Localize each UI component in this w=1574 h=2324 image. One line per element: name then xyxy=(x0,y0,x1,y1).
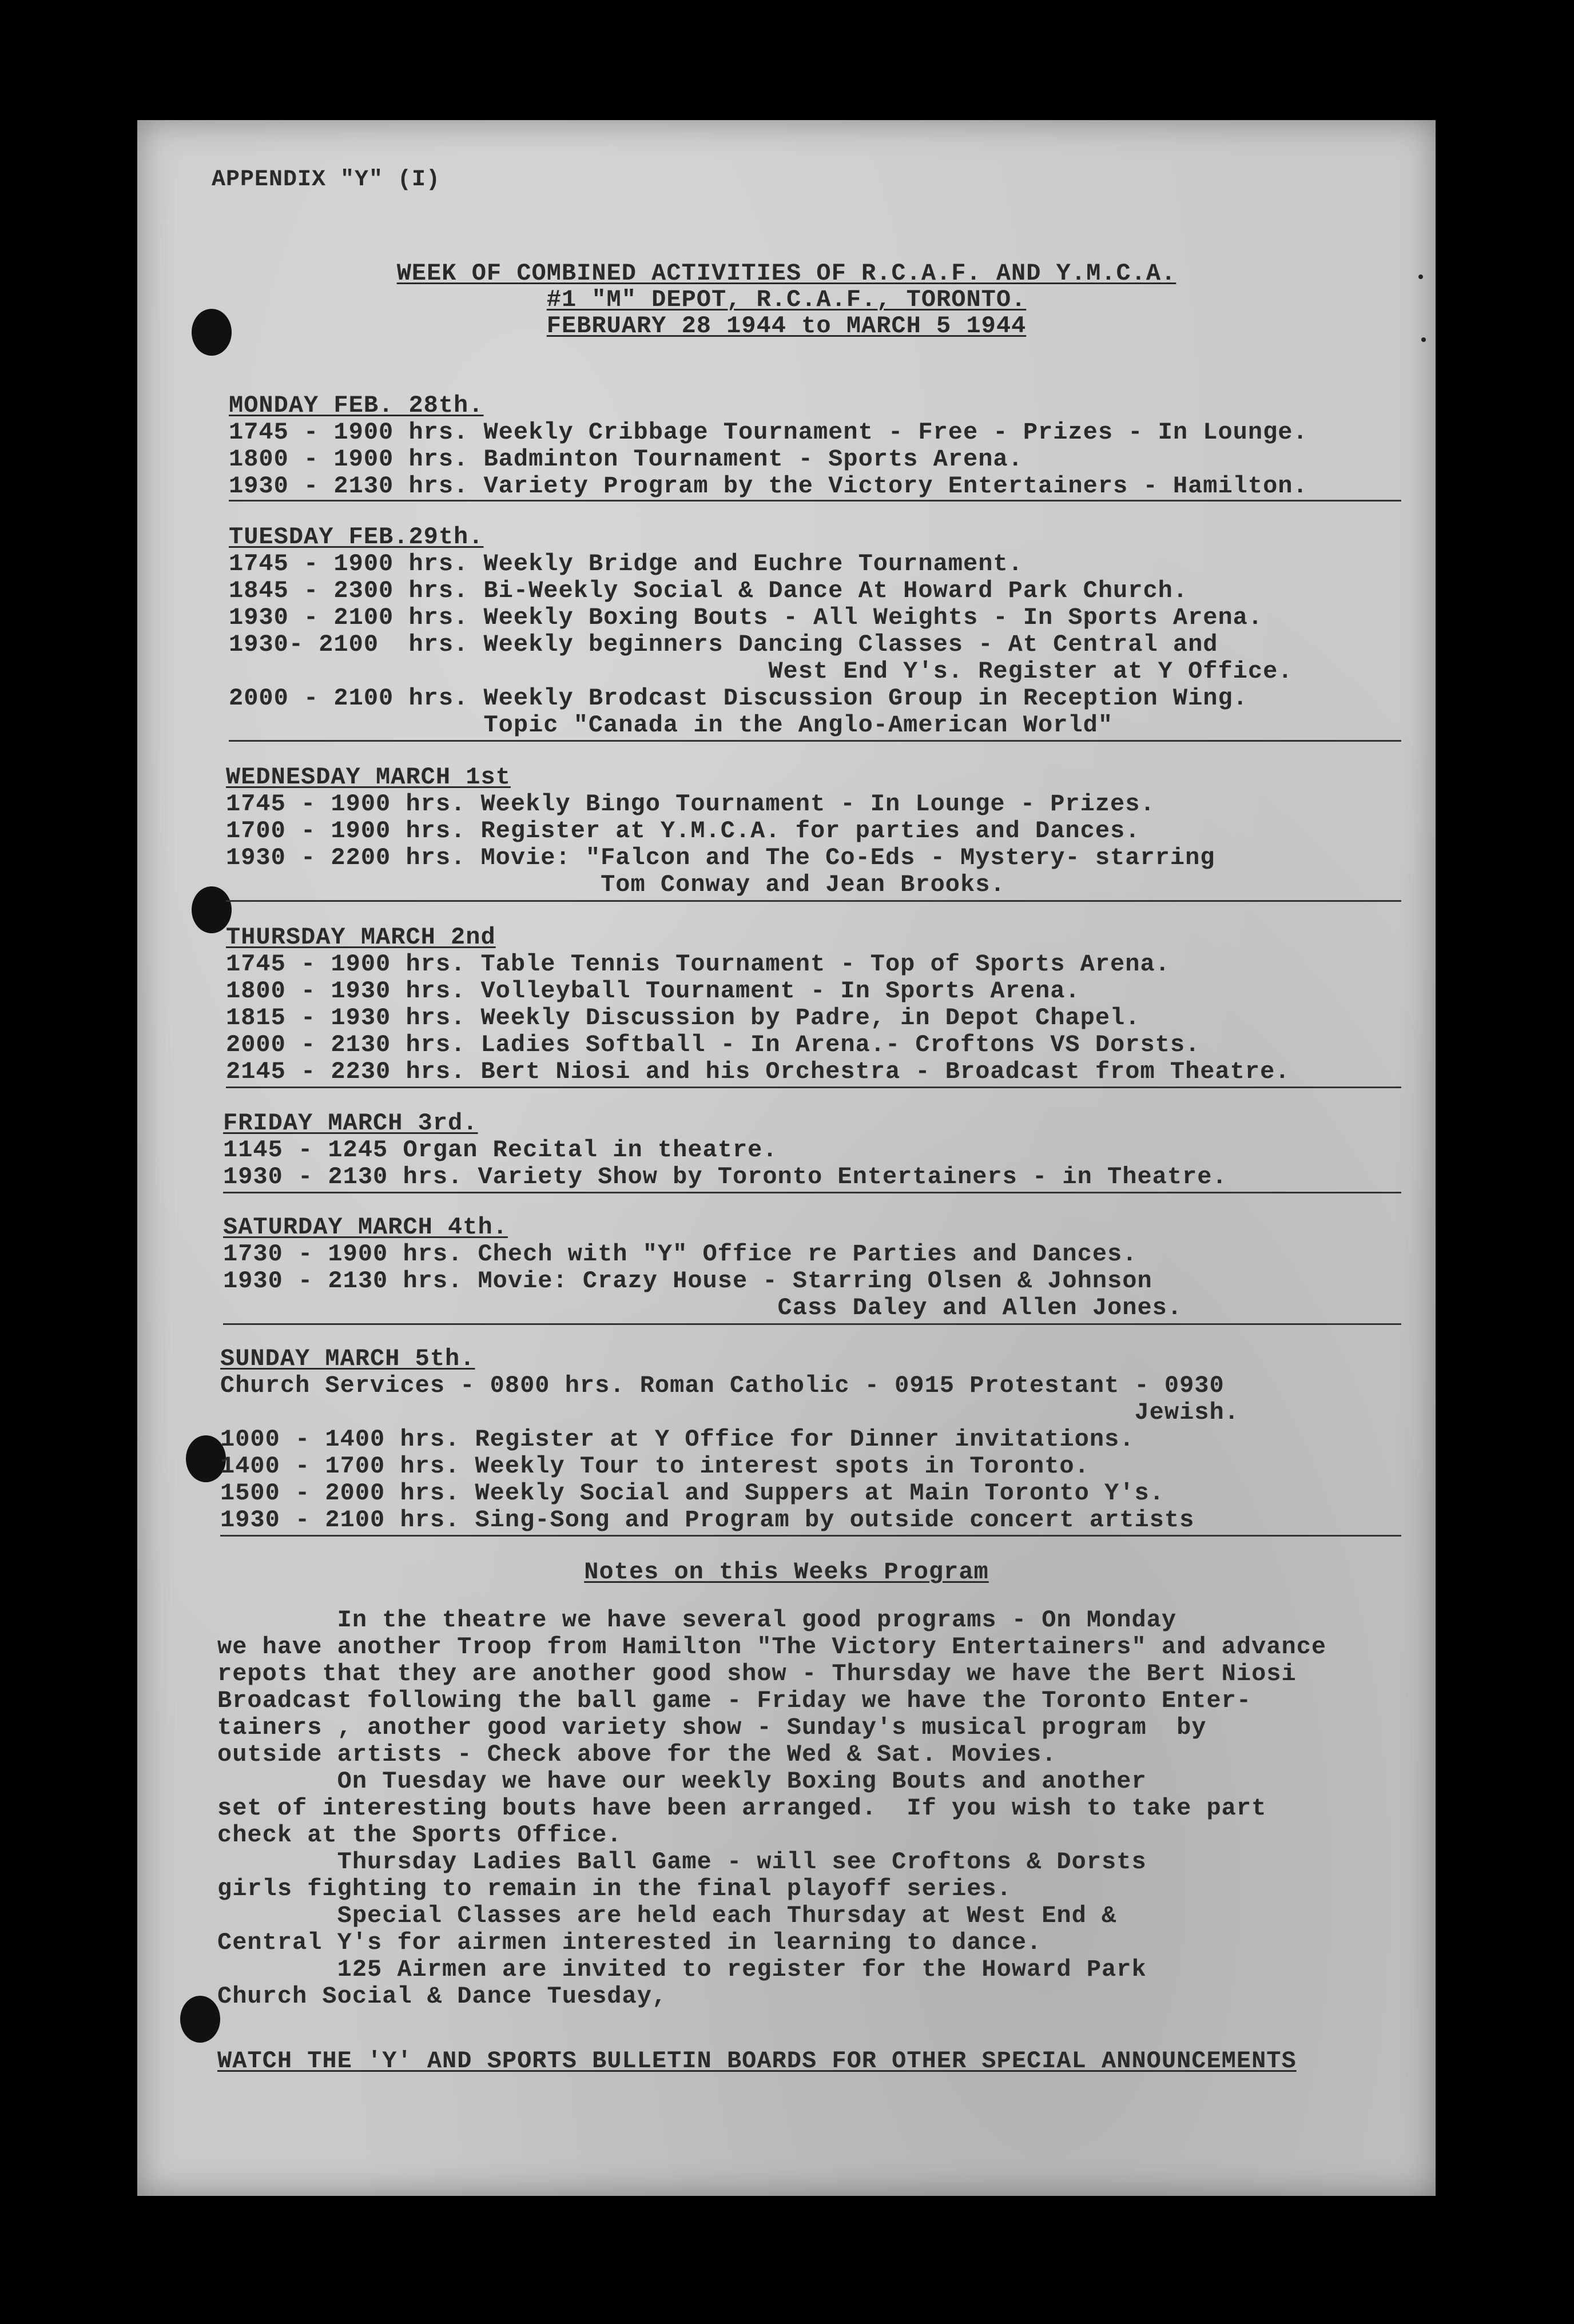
section-divider xyxy=(229,500,1401,502)
schedule-line: 1800 - 1900 hrs. Badminton Tournament - Sports Arena. xyxy=(229,445,1023,473)
schedule-line: 1815 - 1930 hrs. Weekly Discussion by Padre, in Depot Chapel. xyxy=(226,1004,1140,1032)
notes-line: Central Y's for airmen interested in learning to dance. xyxy=(217,1929,1042,1956)
schedule-line: 1745 - 1900 hrs. Table Tennis Tournament - Top of Sports Arena. xyxy=(226,950,1170,978)
document-page xyxy=(137,120,1436,2196)
day-heading: MONDAY FEB. 28th. xyxy=(229,392,484,419)
day-heading: SUNDAY MARCH 5th. xyxy=(220,1345,475,1372)
notes-line: we have another Troop from Hamilton "The Victory Entertainers" and advance xyxy=(217,1633,1327,1661)
notes-title: Notes on this Weeks Program xyxy=(584,1558,989,1586)
schedule-line: 1930 - 2200 hrs. Movie: "Falcon and The Co-Eds - Mystery- starring xyxy=(226,844,1215,872)
notes-line: Special Classes are held each Thursday at West End & xyxy=(217,1902,1117,1929)
section-divider xyxy=(226,900,1401,902)
notes-line: On Tuesday we have our weekly Boxing Bouts and another xyxy=(217,1768,1147,1795)
title-line-1: WEEK OF COMBINED ACTIVITIES OF R.C.A.F. AND Y.M.C.A. xyxy=(396,260,1176,287)
schedule-line: West End Y's. Register at Y Office. xyxy=(229,658,1293,685)
schedule-line: 1500 - 2000 hrs. Weekly Social and Suppers at Main Toronto Y's. xyxy=(220,1479,1164,1507)
schedule-line: Topic "Canada in the Anglo-American World" xyxy=(229,711,1114,739)
notes-line: tainers , another good variety show - Sunday's musical program by xyxy=(217,1714,1207,1741)
schedule-line: 2000 - 2100 hrs. Weekly Brodcast Discussion Group in Reception Wing. xyxy=(229,685,1248,712)
schedule-line: Jewish. xyxy=(220,1399,1239,1426)
typed-text-area xyxy=(137,120,1436,2196)
schedule-line: 1745 - 1900 hrs. Weekly Bingo Tournament - In Lounge - Prizes. xyxy=(226,790,1155,818)
notes-line: Thursday Ladies Ball Game - will see Croftons & Dorsts xyxy=(217,1848,1147,1876)
schedule-line: 1745 - 1900 hrs. Weekly Bridge and Euchre Tournament. xyxy=(229,550,1023,578)
schedule-line: 1930 - 2100 hrs. Sing-Song and Program by outside concert artists xyxy=(220,1506,1195,1534)
section-divider xyxy=(220,1535,1401,1537)
appendix-label: APPENDIX "Y" (I) xyxy=(212,167,441,193)
notes-line: set of interesting bouts have been arranged. If you wish to take part xyxy=(217,1794,1267,1822)
section-divider xyxy=(226,1087,1401,1088)
section-divider xyxy=(223,1192,1401,1193)
title-line-3: FEBRUARY 28 1944 to MARCH 5 1944 xyxy=(546,312,1027,340)
schedule-line: 2000 - 2130 hrs. Ladies Softball - In Arena.- Croftons VS Dorsts. xyxy=(226,1031,1201,1058)
day-heading: FRIDAY MARCH 3rd. xyxy=(223,1109,478,1137)
schedule-line: 1930 - 2130 hrs. Variety Program by the Victory Entertainers - Hamilton. xyxy=(229,472,1308,500)
schedule-line: 1145 - 1245 Organ Recital in theatre. xyxy=(223,1136,778,1164)
schedule-line: Tom Conway and Jean Brooks. xyxy=(226,871,1005,898)
day-heading: THURSDAY MARCH 2nd xyxy=(226,924,496,951)
notes-line: Church Social & Dance Tuesday, xyxy=(217,1983,667,2010)
schedule-line: 1930 - 2130 hrs. Variety Show by Toronto Entertainers - in Theatre. xyxy=(223,1163,1227,1191)
schedule-line: 1930 - 2100 hrs. Weekly Boxing Bouts - All Weights - In Sports Arena. xyxy=(229,604,1263,631)
schedule-line: 1845 - 2300 hrs. Bi-Weekly Social & Dance At Howard Park Church. xyxy=(229,577,1189,604)
schedule-line: 1745 - 1900 hrs. Weekly Cribbage Tournament - Free - Prizes - In Lounge. xyxy=(229,419,1308,446)
schedule-line: 1730 - 1900 hrs. Chech with "Y" Office re Parties and Dances. xyxy=(223,1240,1138,1268)
day-heading: SATURDAY MARCH 4th. xyxy=(223,1213,508,1241)
schedule-line: 1930 - 2130 hrs. Movie: Crazy House - Starring Olsen & Johnson xyxy=(223,1267,1152,1295)
schedule-line: 1800 - 1930 hrs. Volleyball Tournament - In Sports Arena. xyxy=(226,977,1080,1005)
section-divider xyxy=(229,740,1401,742)
schedule-line: 2145 - 2230 hrs. Bert Niosi and his Orchestra - Broadcast from Theatre. xyxy=(226,1058,1290,1085)
day-heading: TUESDAY FEB.29th. xyxy=(229,523,484,551)
notes-line: 125 Airmen are invited to register for the Howard Park xyxy=(217,1956,1147,1983)
notes-line: Broadcast following the ball game - Friday we have the Toronto Enter- xyxy=(217,1687,1252,1714)
notes-line: repots that they are another good show - Thursday we have the Bert Niosi xyxy=(217,1660,1297,1688)
footer-announcement: WATCH THE 'Y' AND SPORTS BULLETIN BOARDS FOR OTHER SPECIAL ANNOUNCEMENTS xyxy=(217,2047,1297,2075)
schedule-line: Church Services - 0800 hrs. Roman Catholic - 0915 Protestant - 0930 xyxy=(220,1372,1225,1399)
schedule-line: 1700 - 1900 hrs. Register at Y.M.C.A. for parties and Dances. xyxy=(226,817,1140,845)
section-divider xyxy=(223,1323,1401,1325)
notes-line: check at the Sports Office. xyxy=(217,1821,622,1849)
schedule-line: 1400 - 1700 hrs. Weekly Tour to interest spots in Toronto. xyxy=(220,1452,1090,1480)
title-line-2: #1 "M" DEPOT, R.C.A.F., TORONTO. xyxy=(546,286,1027,313)
schedule-line: Cass Daley and Allen Jones. xyxy=(223,1294,1183,1322)
notes-line: In the theatre we have several good programs - On Monday xyxy=(217,1606,1177,1634)
notes-line: outside artists - Check above for the Wed & Sat. Movies. xyxy=(217,1741,1057,1768)
schedule-line: 1930- 2100 hrs. Weekly beginners Dancing Classes - At Central and xyxy=(229,631,1218,658)
notes-line: girls fighting to remain in the final playoff series. xyxy=(217,1875,1012,1903)
day-heading: WEDNESDAY MARCH 1st xyxy=(226,763,511,791)
schedule-line: 1000 - 1400 hrs. Register at Y Office for Dinner invitations. xyxy=(220,1426,1135,1453)
